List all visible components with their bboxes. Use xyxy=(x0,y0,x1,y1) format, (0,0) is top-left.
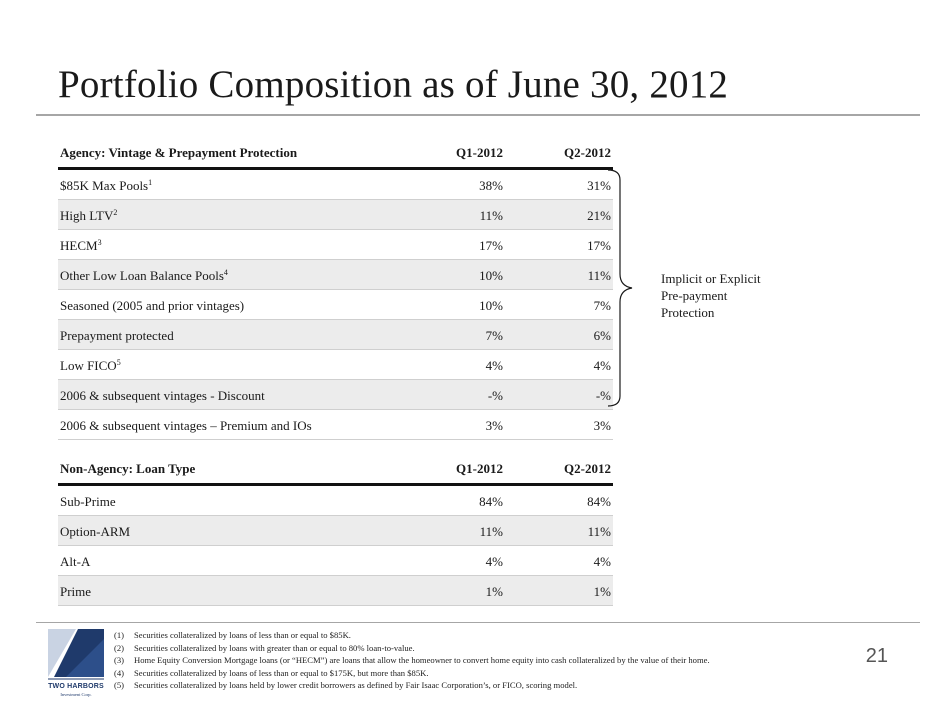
row-q1-value: 84% xyxy=(479,494,503,509)
row-q1-value: 1% xyxy=(485,584,503,599)
table-row xyxy=(58,516,613,546)
footnote-text: Securities collateralized by loans of less than or equal to $85K. xyxy=(134,630,351,640)
row-q2-value: 11% xyxy=(587,524,611,539)
footnote-text: Securities collateralized by loans held by lower credit borrowers as defined by Fair Isaac Corporation’s, or FICO, scoring model. xyxy=(134,680,578,690)
footnote-text: Securities collateralized by loans with greater than or equal to 80% loan-to-value. xyxy=(134,642,415,653)
agency-header-q1: Q1-2012 xyxy=(456,145,503,160)
nonagency-header-q2: Q2-2012 xyxy=(564,461,611,476)
row-q1-value: -% xyxy=(487,388,503,403)
row-q1-value: 11% xyxy=(479,208,503,223)
bracket-label-line: Pre-payment xyxy=(661,288,728,303)
row-label: Sub-Prime xyxy=(60,494,116,509)
table-row xyxy=(58,260,613,290)
row-q1-value: 38% xyxy=(479,178,503,193)
row-q1-value: 10% xyxy=(479,298,503,313)
row-q2-value: 4% xyxy=(593,358,611,373)
row-label: HECM$^3$ xyxy=(60,238,102,253)
footnote-number: (3) xyxy=(114,655,125,665)
row-q2-value: 7% xyxy=(593,298,611,313)
row-label: Option-ARM xyxy=(60,524,131,539)
footnote-ref: 2 xyxy=(113,208,118,217)
row-label: Low FICO$^5$ xyxy=(60,358,121,373)
row-q1-value: 17% xyxy=(479,238,503,253)
nonagency-table-header xyxy=(58,453,613,486)
table-row xyxy=(58,486,613,516)
nonagency-table xyxy=(58,453,613,606)
table-row xyxy=(58,576,613,606)
logo-name: TWO HARBORS xyxy=(48,683,104,690)
row-label: Seasoned (2005 and prior vintages) xyxy=(60,298,245,313)
nonagency-table-body xyxy=(58,486,613,606)
row-q2-value: 11% xyxy=(587,268,611,283)
agency-header-q2: Q2-2012 xyxy=(564,145,611,160)
footnote-text: Home Equity Conversion Mortgage loans (or “HECM”) are loans that allow the homeowner to convert home equity into cash collateralized by the value of their home. xyxy=(134,655,710,665)
row-q1-value: 4% xyxy=(485,358,503,373)
table-row xyxy=(58,230,613,260)
row-q2-value: 6% xyxy=(593,328,611,343)
nonagency-header-label: Non-Agency: Loan Type xyxy=(60,461,196,476)
row-q2-value: 17% xyxy=(587,238,611,253)
row-q2-value: 21% xyxy=(587,208,611,223)
row-q1-value: 4% xyxy=(485,554,503,569)
row-q2-value: 4% xyxy=(593,554,611,569)
footnote-text: Securities collateralized by loans of less than or equal to $175K, but more than $85K. xyxy=(134,667,429,678)
footnotes xyxy=(114,629,710,692)
row-q1-value: 7% xyxy=(485,328,503,343)
footer-divider xyxy=(36,622,920,623)
logo-subtitle: Investment Corp. xyxy=(60,692,92,697)
title-divider xyxy=(36,114,920,116)
row-q2-value: 3% xyxy=(593,418,611,433)
footnote-item xyxy=(114,642,710,655)
row-label: High LTV$^2$ xyxy=(60,208,118,223)
footnote-number: (2) xyxy=(114,642,125,653)
table-row xyxy=(58,350,613,380)
row-label: 2006 & subsequent vintages - Discount xyxy=(60,388,265,403)
row-q1-value: 10% xyxy=(479,268,503,283)
row-q1-value: 3% xyxy=(485,418,503,433)
footnote-ref: 4 xyxy=(223,268,228,277)
footnote-ref: 1 xyxy=(148,178,153,187)
table-row xyxy=(58,320,613,350)
table-row xyxy=(58,290,613,320)
footnote-item xyxy=(114,654,710,667)
row-label: Prepayment protected xyxy=(60,328,174,343)
bracket-label xyxy=(661,270,761,321)
row-label: $85K Max Pools$^1$ xyxy=(60,178,153,193)
row-label: Other Low Loan Balance Pools$^4$ xyxy=(60,268,228,283)
agency-table-body xyxy=(58,170,613,440)
footnote-ref: 3 xyxy=(97,238,102,247)
footnote-item xyxy=(114,629,710,642)
row-q2-value: -% xyxy=(595,388,611,403)
nonagency-header-q1: Q1-2012 xyxy=(456,461,503,476)
footnote-item xyxy=(114,667,710,680)
footnote-number: (5) xyxy=(114,680,125,690)
agency-table xyxy=(58,137,613,440)
footnote-number: (1) xyxy=(114,630,125,640)
row-label: 2006 & subsequent vintages – Premium and IOs xyxy=(60,418,312,433)
table-row xyxy=(58,170,613,200)
table-row xyxy=(58,380,613,410)
agency-header-label: Agency: Vintage & Prepayment Protection xyxy=(60,145,298,160)
footnote-item xyxy=(114,679,710,692)
table-row xyxy=(58,546,613,576)
bracket-label-line: Protection xyxy=(661,305,715,320)
agency-table-header xyxy=(58,137,613,170)
table-row xyxy=(58,200,613,230)
table-row xyxy=(58,410,613,440)
bracket-icon xyxy=(606,168,646,408)
bracket-label-line: Implicit or Explicit xyxy=(661,271,761,286)
page-number: 21 xyxy=(865,645,888,667)
row-q2-value: 84% xyxy=(587,494,611,509)
footnote-ref: 5 xyxy=(116,358,121,367)
row-q1-value: 11% xyxy=(479,524,503,539)
row-label: Prime xyxy=(60,584,92,599)
row-q2-value: 1% xyxy=(593,584,611,599)
footnote-number: (4) xyxy=(114,667,125,678)
row-q2-value: 31% xyxy=(587,178,611,193)
page-title: Portfolio Composition as of June 30, 2012 xyxy=(58,63,729,106)
row-label: Alt-A xyxy=(60,554,91,569)
